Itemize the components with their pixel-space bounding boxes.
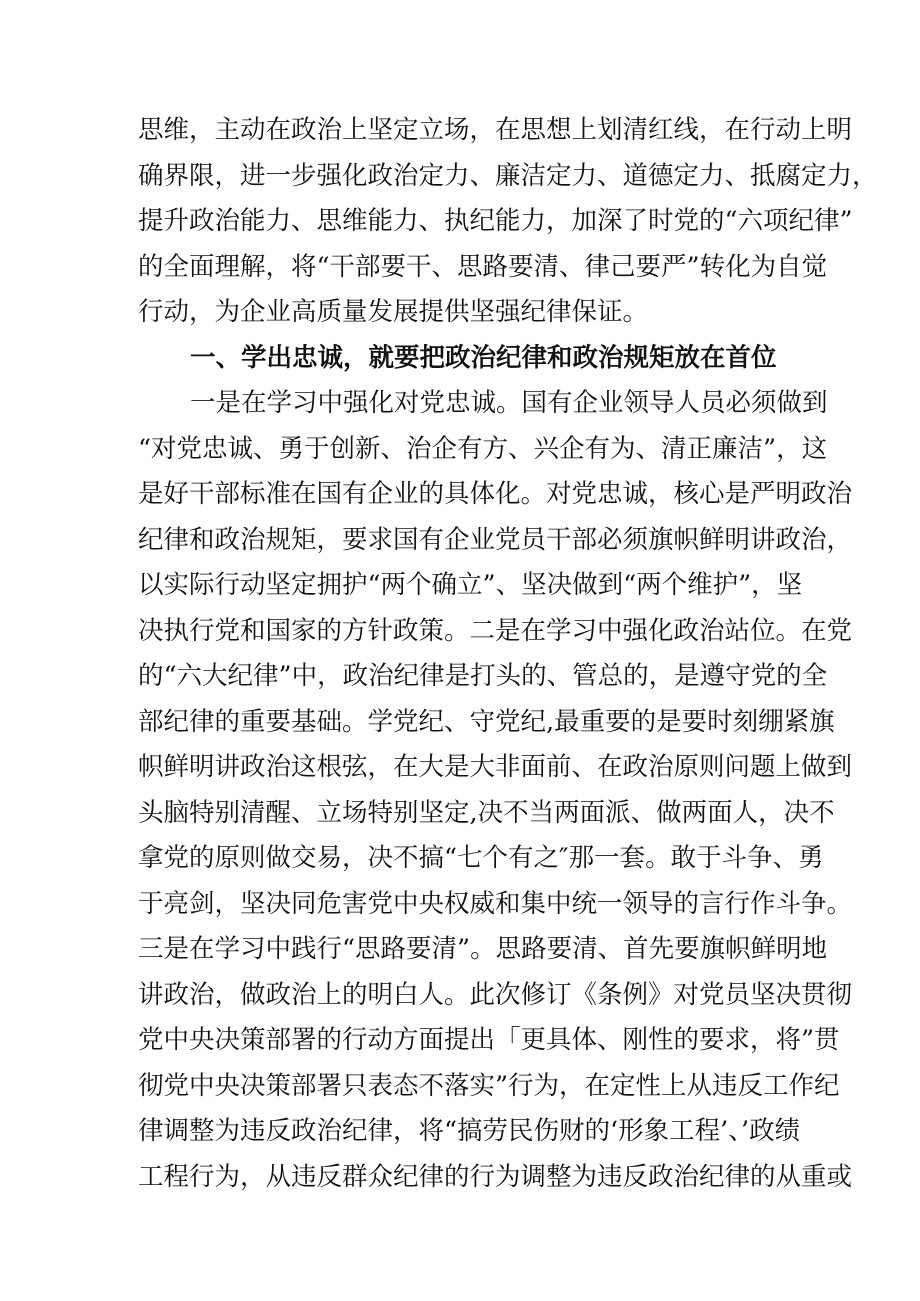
body-line: 部纪律的重要基础。学党纪、守党纪,最重要的是要时刻绷紧旗 <box>138 706 835 737</box>
body-line: 的全面理解，将“干部要干、思路要清、律己要严”转化为自觉 <box>138 251 828 282</box>
body-line: 帜鲜明讲政治这根弦，在大是大非面前、在政治原则问题上做到 <box>138 752 853 782</box>
body-line: 纪律和政治规矩，要求国有企业党员干部必须旗帜鲜明讲政治， <box>138 524 853 555</box>
section-heading: 一、学出忠诚，就要把政治纪律和政治规矩放在首位 <box>190 342 777 373</box>
body-line: 思维，主动在政治上坚定立场，在思想上划清红线，在行动上明 <box>138 115 853 145</box>
body-line: 提升政治能力、思维能力、执纪能力，加深了时党的“六项纪律” <box>138 206 853 236</box>
body-line: 彻党中央决策部署只表态不落实”行为，在定性上从违反工作纪 <box>138 1070 840 1101</box>
document-body <box>138 108 878 1200</box>
body-line: 工程行为，从违反群众纪律的行为调整为违反政治纪律的从重或 <box>138 1161 853 1192</box>
paragraph-first-line: 一是在学习中强化对党忠诚。国有企业领导人员必须做到 <box>190 388 828 418</box>
body-line: 决执行党和国家的方针政策。二是在学习中强化政治站位。在党 <box>138 615 853 646</box>
body-line: “对党忠诚、勇于创新、治企有方、兴企有为、清正廉洁”，这 <box>138 433 828 464</box>
body-line: 律调整为违反政治纪律，将“搞劳民伤财的‘形象工程’、’政绩 <box>138 1116 801 1146</box>
body-line: 拿党的原则做交易，决不搞“七个有之″那一套。敢于斗争、勇 <box>138 843 824 873</box>
body-line: 确界限，进一步强化政治定力、廉洁定力、道德定力、抵腐定力， <box>138 160 878 191</box>
body-line: 以实际行动坚定拥护“两个确立”、坚决做到“两个维护”，坚 <box>138 570 803 600</box>
body-line: 的“六大纪律”中，政治纪律是打头的、管总的，是遵守党的全 <box>138 661 828 691</box>
body-line: 是好干部标准在国有企业的具体化。对党忠诚，核心是严明政治 <box>138 479 853 509</box>
body-line: 头脑特别清醒、立场特别坚定,决不当两面派、做两面人，决不 <box>138 797 835 828</box>
body-line: 党中央决策部署的行动方面提出「更具体、刚性的要求，将”贯 <box>138 1025 840 1055</box>
body-line: 讲政治，做政治上的明白人。此次修订《条例》对党员坚决贯彻 <box>138 979 853 1010</box>
body-line: 于亮剑，坚决同危害党中央权威和集中统一领导的言行作斗争。 <box>138 888 853 919</box>
body-line: 行动，为企业高质量发展提供坚强纪律保证。 <box>138 297 649 327</box>
body-line: 三是在学习中践行“思路要清”。思路要清、首先要旗帜鲜明地 <box>138 934 828 964</box>
